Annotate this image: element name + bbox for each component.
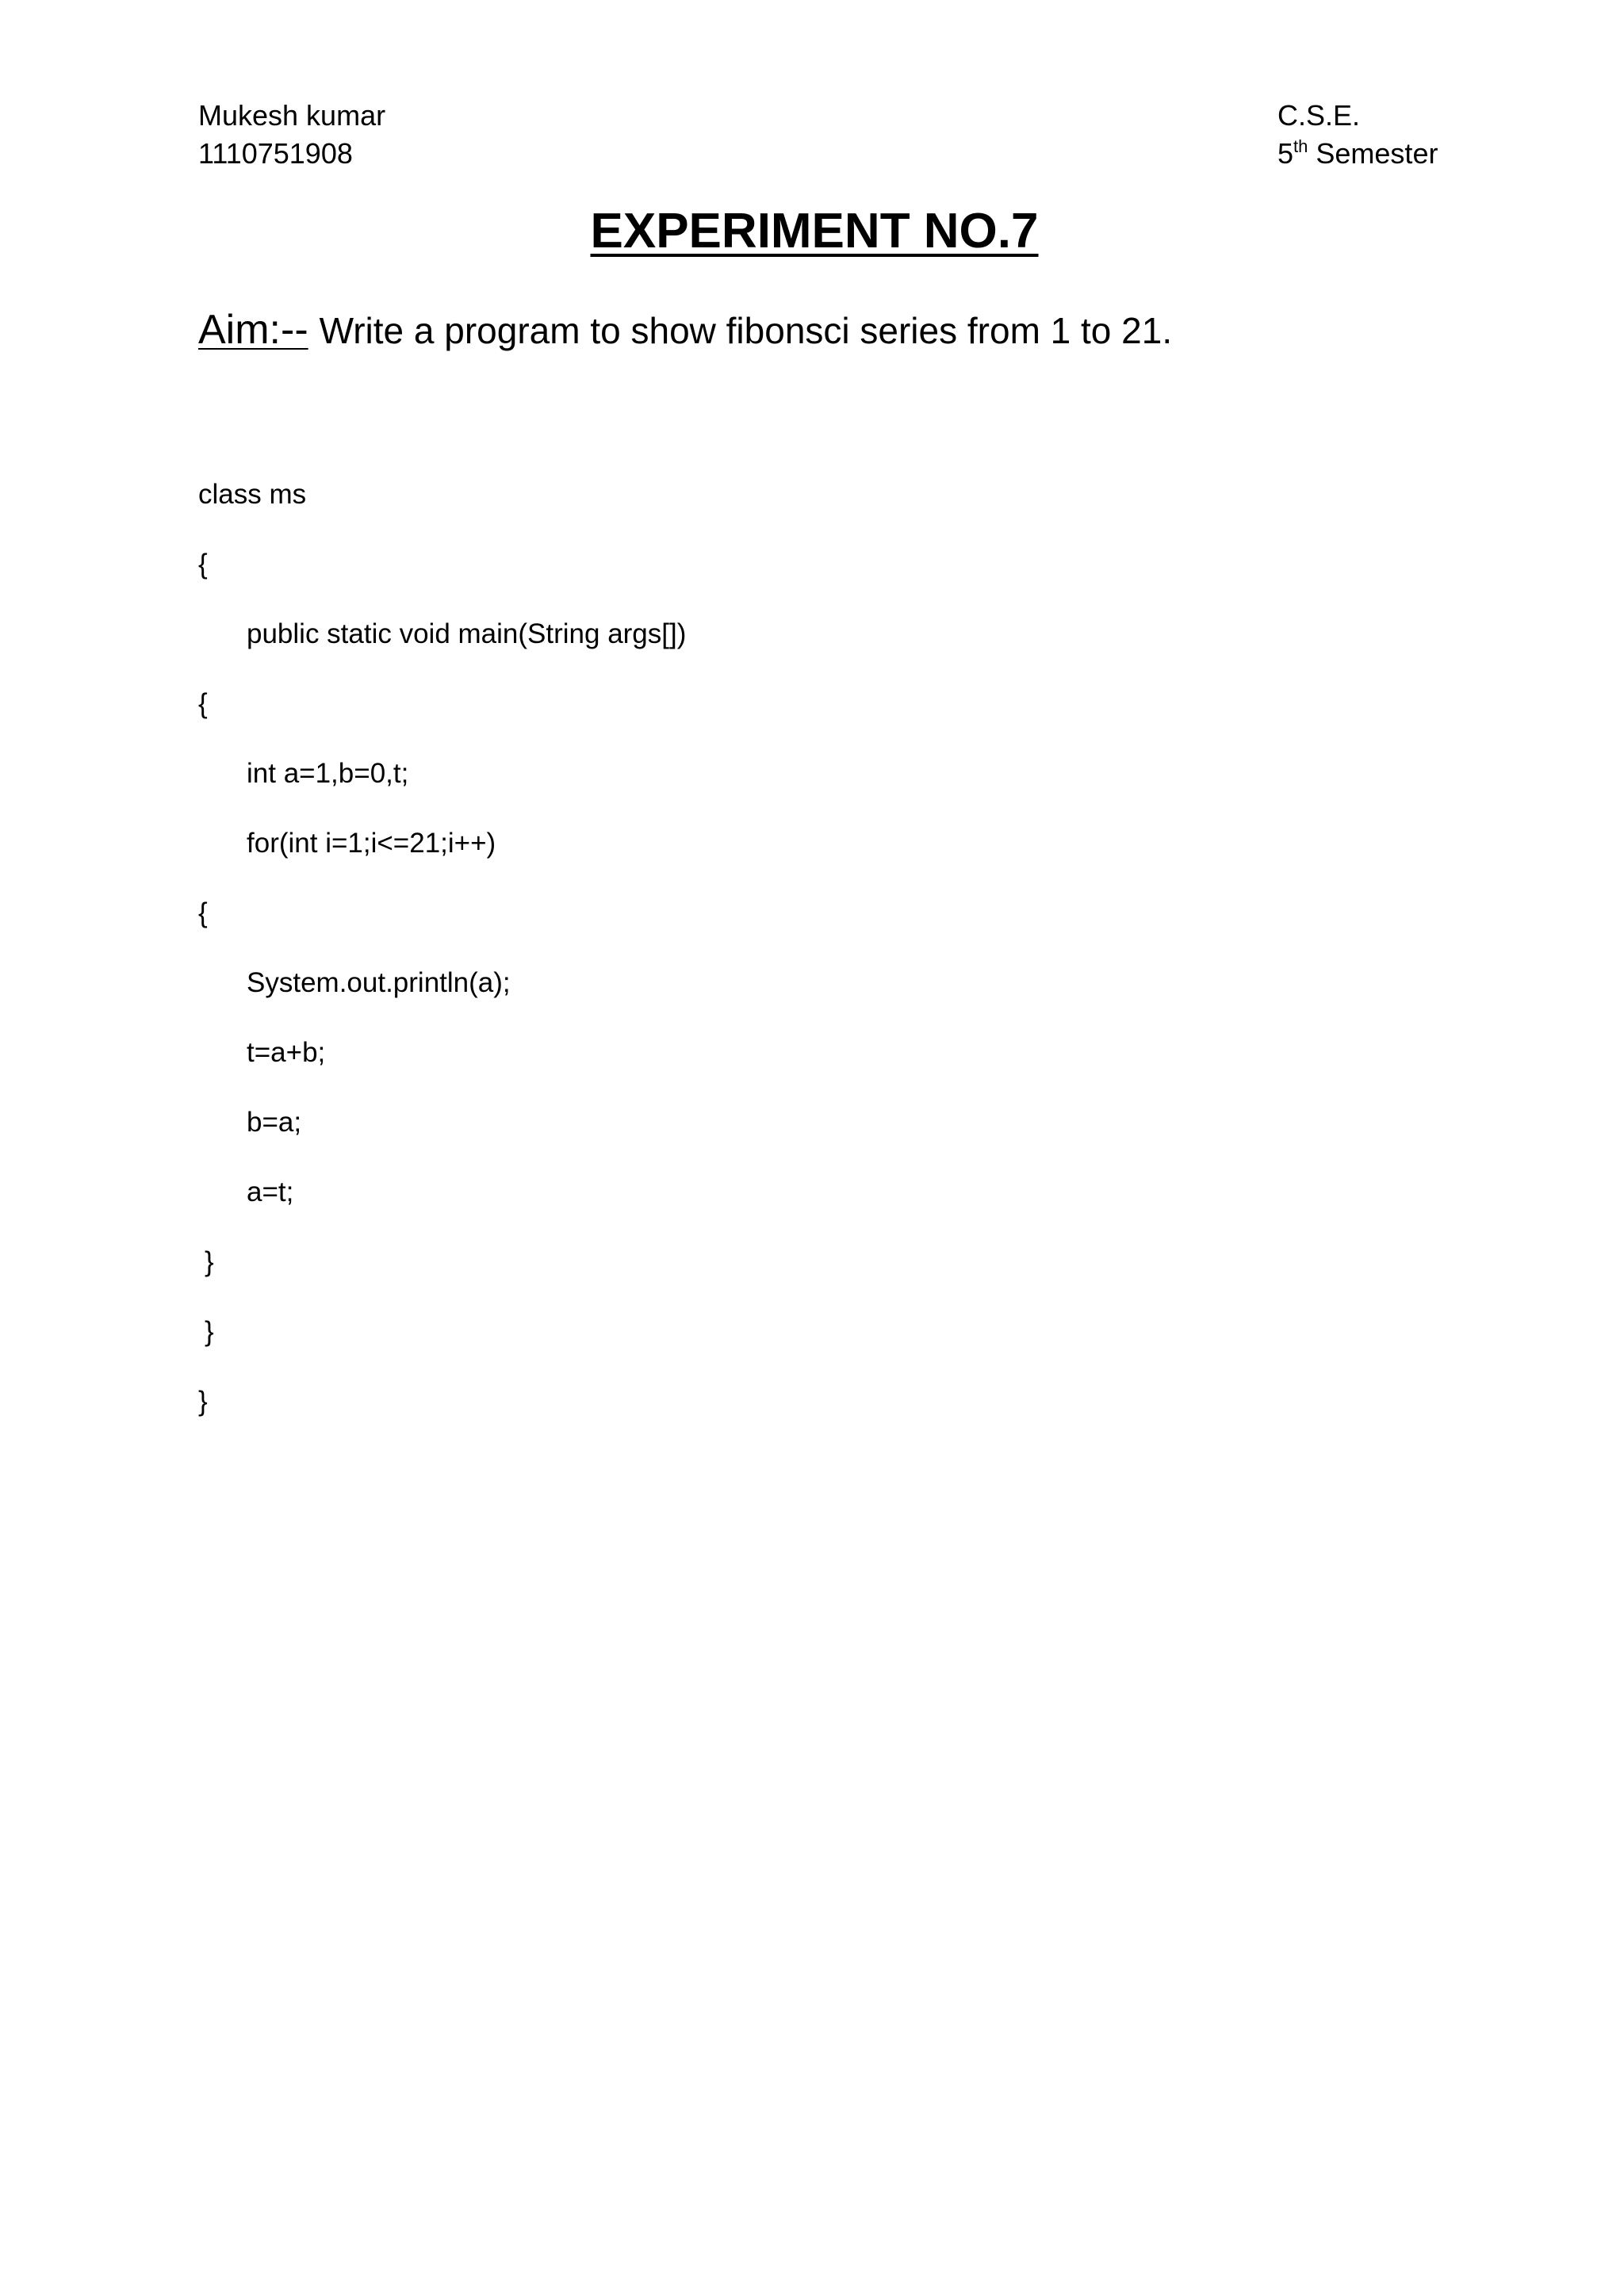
code-line: public static void main(String args[]) bbox=[247, 618, 687, 649]
code-line: int a=1,b=0,t; bbox=[247, 758, 409, 789]
code-line: { bbox=[198, 549, 208, 580]
course-info bbox=[1277, 97, 1438, 173]
code-line: } bbox=[198, 1386, 208, 1417]
roll-number: 1110751908 bbox=[198, 137, 353, 170]
semester-label: Semester bbox=[1308, 137, 1438, 170]
code-line: { bbox=[198, 897, 208, 928]
aim-text: Write a program to show fibonsci series from 1 to 21. bbox=[319, 310, 1173, 351]
semester-suffix: th bbox=[1293, 136, 1308, 156]
code-line: for(int i=1;i<=21;i++) bbox=[247, 828, 496, 859]
code-line: } bbox=[205, 1246, 214, 1277]
code-line: b=a; bbox=[247, 1107, 302, 1138]
page-title-wrap bbox=[0, 200, 1624, 263]
code-line: { bbox=[198, 688, 208, 719]
code-listing bbox=[198, 460, 686, 1437]
page-title: EXPERIMENT NO.7 bbox=[590, 204, 1039, 258]
code-line: class ms bbox=[198, 479, 307, 510]
department: C.S.E. bbox=[1277, 99, 1361, 132]
code-line: t=a+b; bbox=[247, 1037, 326, 1068]
semester-number: 5 bbox=[1277, 137, 1294, 170]
code-line: a=t; bbox=[247, 1177, 294, 1207]
student-info bbox=[198, 97, 385, 173]
semester bbox=[1277, 135, 1438, 173]
code-line: } bbox=[205, 1316, 214, 1347]
code-line: System.out.println(a); bbox=[247, 967, 511, 998]
aim-statement bbox=[198, 305, 1172, 355]
student-name: Mukesh kumar bbox=[198, 99, 386, 132]
aim-label: Aim:-- bbox=[198, 307, 308, 353]
